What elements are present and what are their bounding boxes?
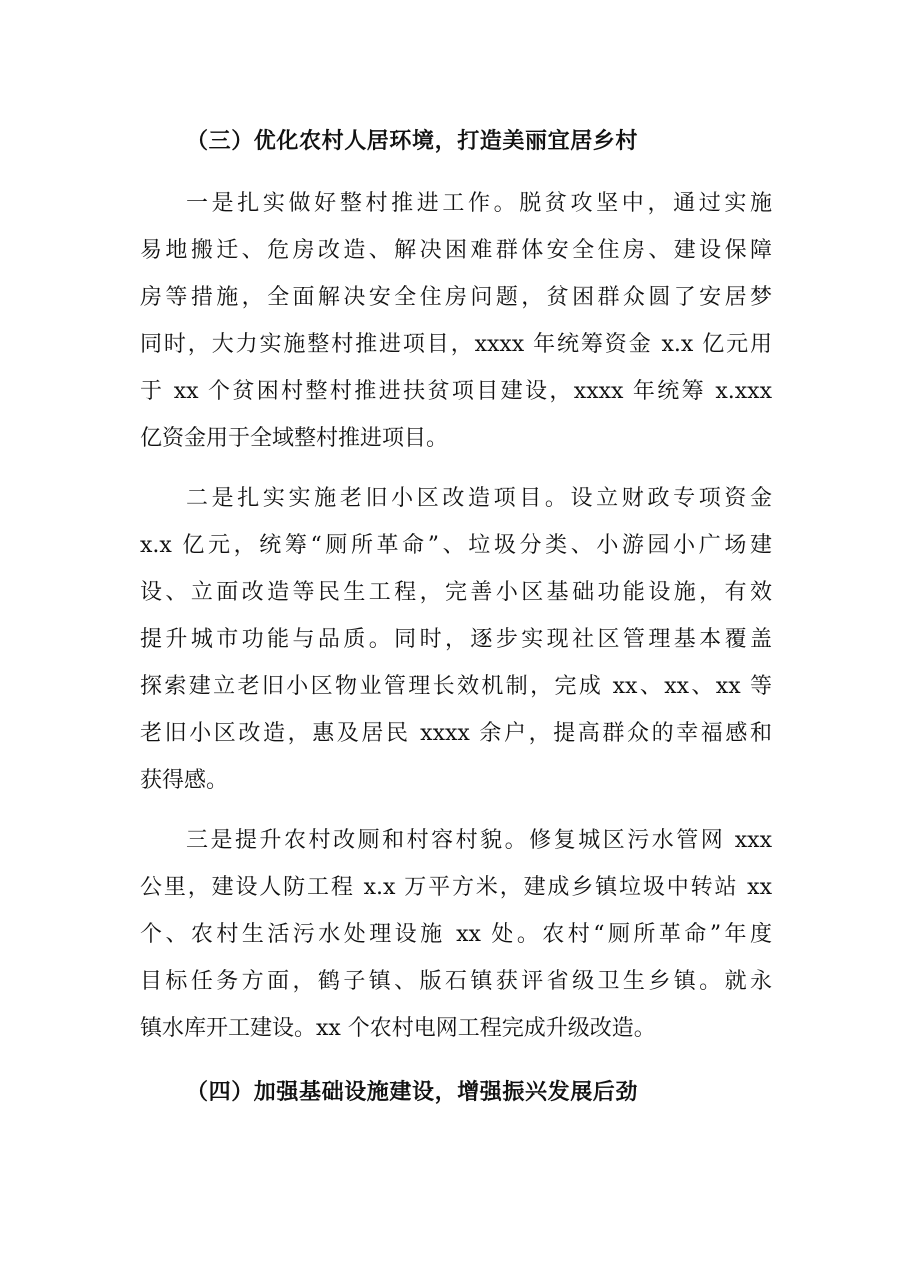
paragraph-3-line-3: 个、农村生活污水处理设施 xx 处。农村“厕所革命”年度 [140, 922, 772, 947]
paragraph-2-line-7: 获得感。 [140, 768, 229, 793]
paragraph-1-line-4: 同时，大力实施整村推进项目，xxxx 年统筹资金 x.x 亿元用 [140, 332, 772, 357]
paragraph-3-line-1: 三是提升农村改厕和村容村貌。修复城区污水管网 xxx [186, 828, 772, 853]
paragraph-3-line-4: 目标任务方面，鹤子镇、版石镇获评省级卫生乡镇。就永 [140, 969, 772, 994]
paragraph-3-line-5: 镇水库开工建设。xx 个农村电网工程完成升级改造。 [140, 1016, 656, 1041]
paragraph-1-line-5: 于 xx 个贫困村整村推进扶贫项目建设，xxxx 年统筹 x.xxx [140, 379, 772, 404]
paragraph-2-line-2: x.x 亿元，统筹“厕所革命”、垃圾分类、小游园小广场建 [140, 533, 772, 558]
paragraph-2-line-1: 二是扎实实施老旧小区改造项目。设立财政专项资金 [186, 486, 772, 511]
section-heading-4: （四）加强基础设施建设，增强振兴发展后劲 [186, 1080, 639, 1105]
paragraph-1-line-6: 亿资金用于全域整村推进项目。 [140, 426, 449, 451]
paragraph-1-line-2: 易地搬迁、危房改造、解决困难群体安全住房、建设保障 [140, 238, 772, 263]
paragraph-2-line-4: 提升城市功能与品质。同时，逐步实现社区管理基本覆盖 [140, 627, 772, 652]
paragraph-1-line-3: 房等措施，全面解决安全住房问题，贫困群众圆了安居梦 [140, 285, 772, 310]
paragraph-2-line-3: 设、立面改造等民生工程，完善小区基础功能设施，有效 [140, 580, 772, 605]
section-heading-3: （三）优化农村人居环境，打造美丽宜居乡村 [186, 129, 639, 154]
paragraph-2-line-6: 老旧小区改造，惠及居民 xxxx 余户，提高群众的幸福感和 [140, 721, 772, 746]
paragraph-2-line-5: 探索建立老旧小区物业管理长效机制，完成 xx、xx、xx 等 [140, 674, 772, 699]
paragraph-1-line-1: 一是扎实做好整村推进工作。脱贫攻坚中，通过实施 [186, 191, 772, 216]
paragraph-3-line-2: 公里，建设人防工程 x.x 万平方米，建成乡镇垃圾中转站 xx [140, 875, 772, 900]
